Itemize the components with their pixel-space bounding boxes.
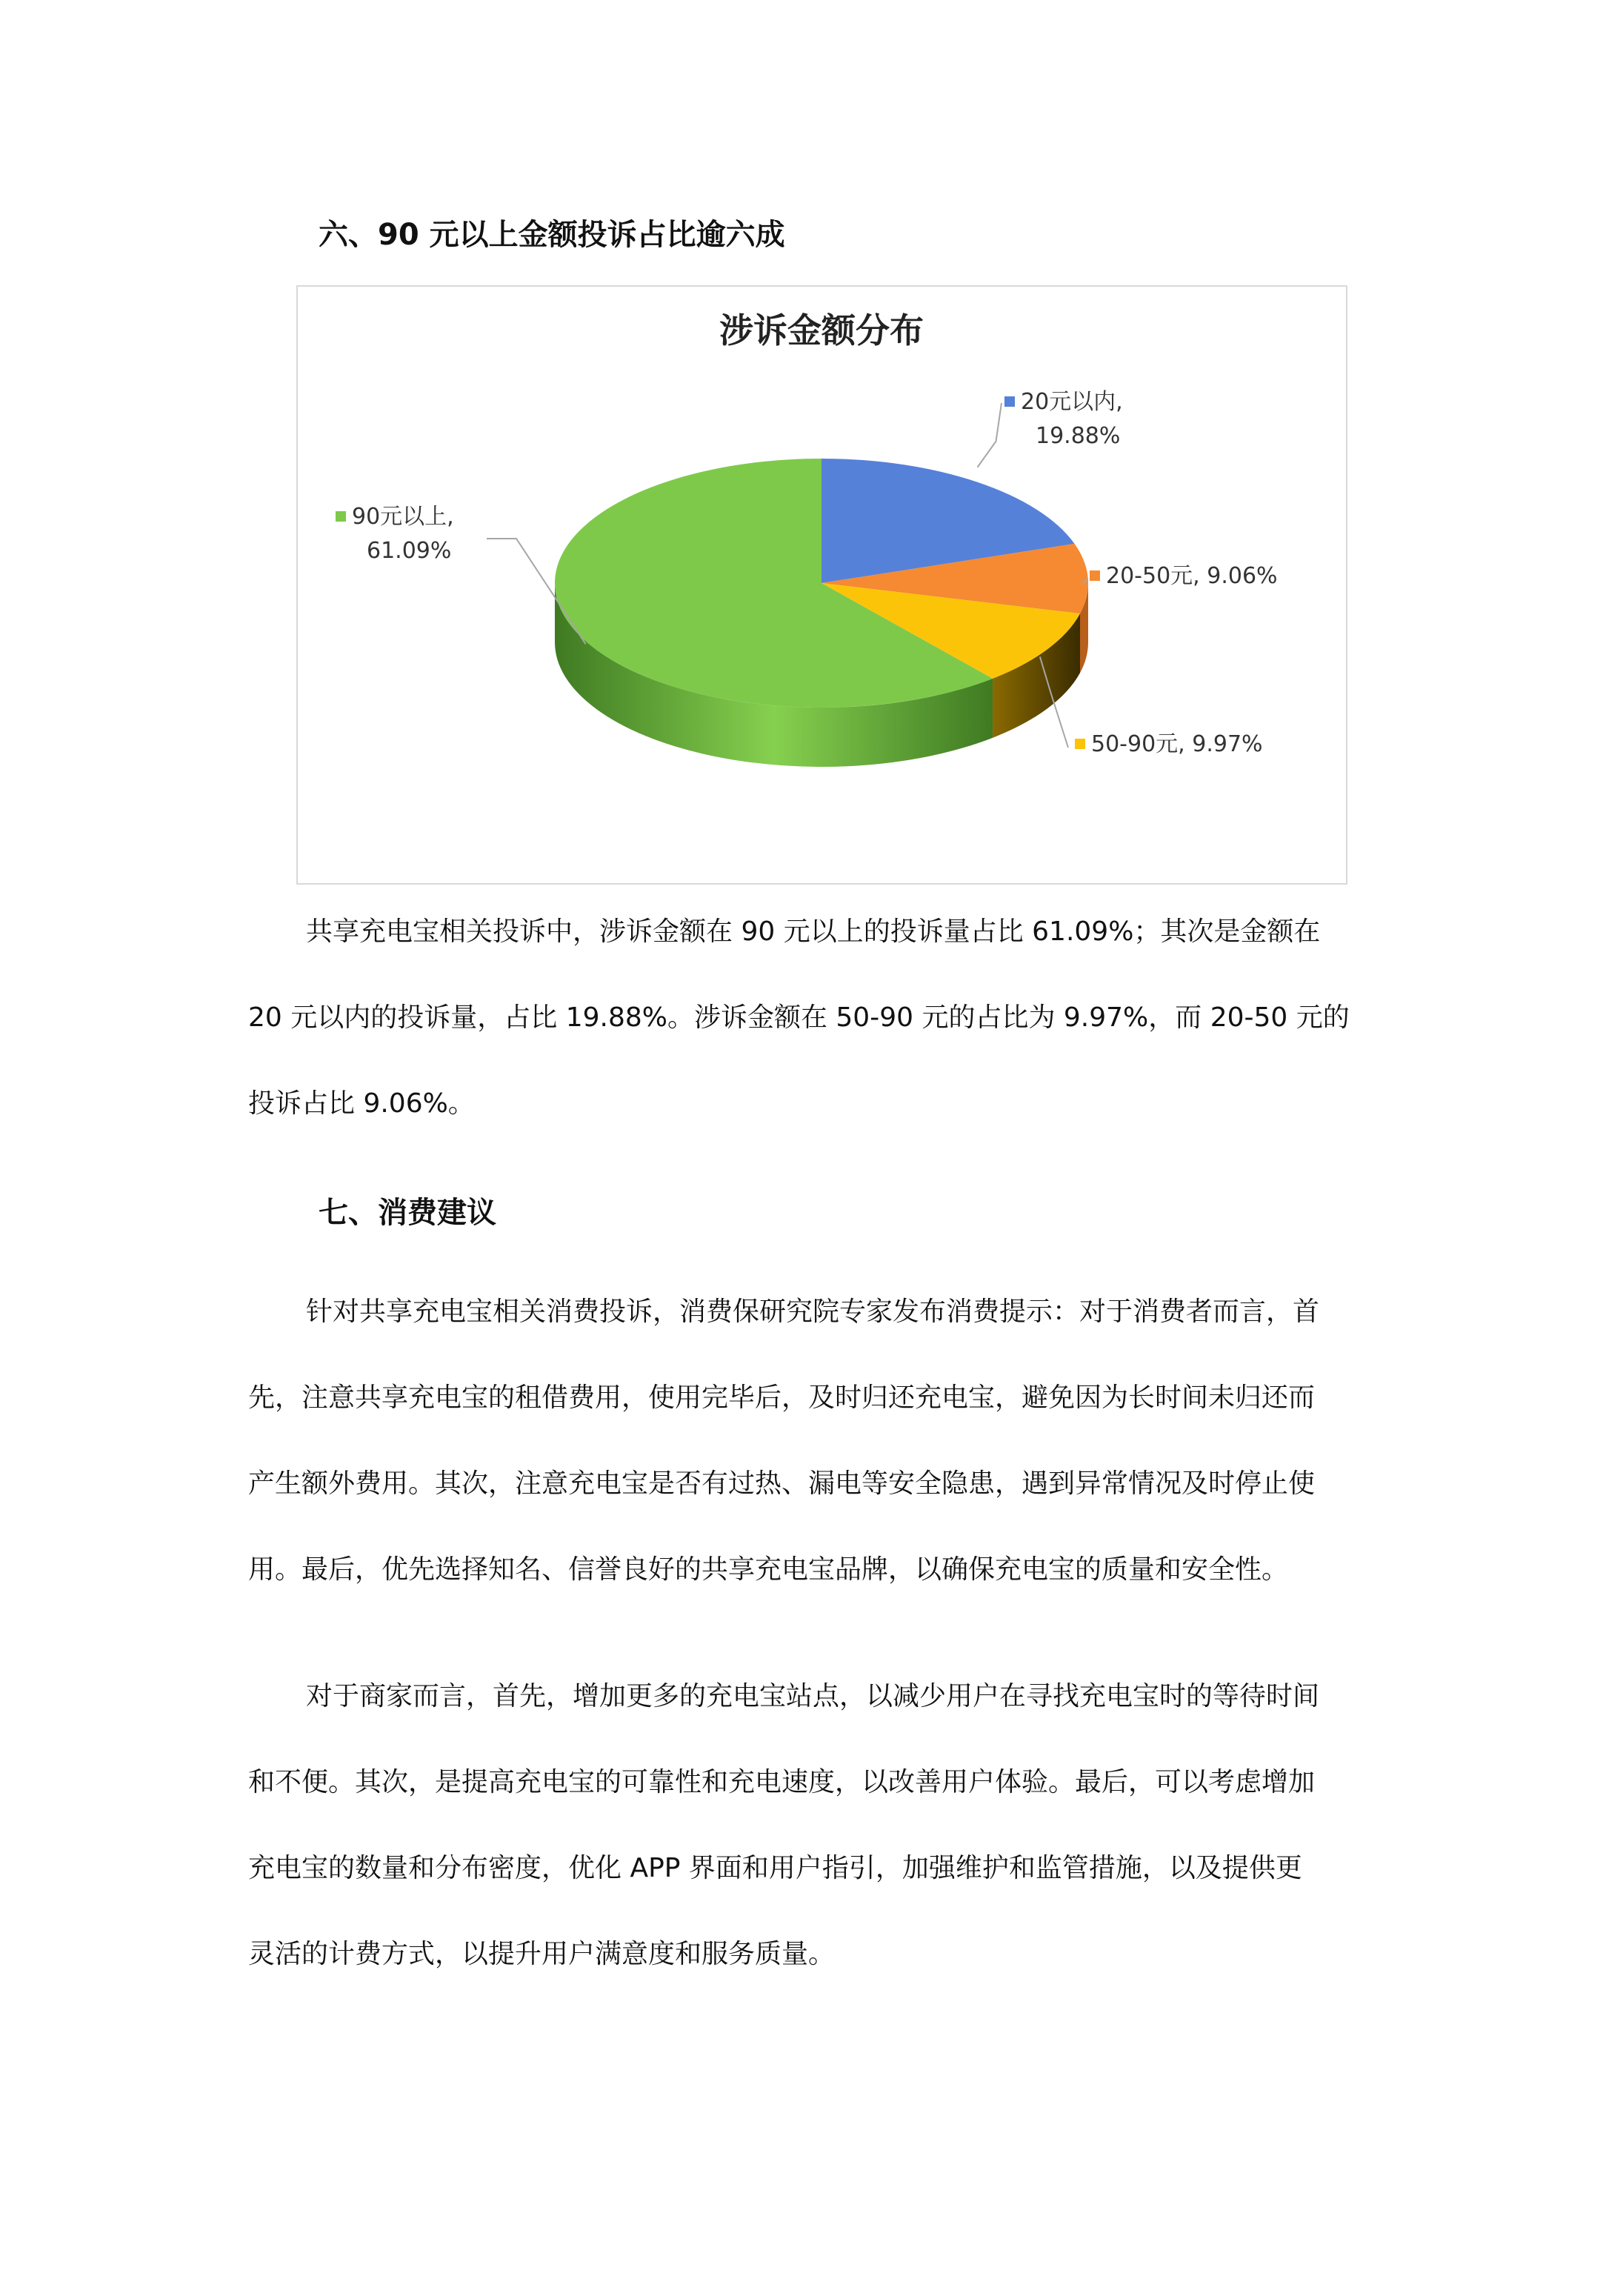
slice-label: 50-90元, 9.97% [1091,731,1263,757]
paragraph-line: 针对共享充电宝相关消费投诉，消费保研究院专家发布消费提示：对于消费者而言，首 [306,1297,1320,1327]
paragraph-line: 对于商家而言，首先，增加更多的充电宝站点，以减少用户在寻找充电宝时的等待时间 [306,1681,1320,1711]
paragraph-line: 充电宝的数量和分布密度，优化 APP 界面和用户指引，加强维护和监管措施，以及提供更 [248,1853,1302,1883]
slice-label: 90元以上, 61.09% [352,504,454,564]
chart-title: 涉诉金额分布 [719,310,924,350]
paragraph-line: 先，注意共享充电宝的租借费用，使用完毕后，及时归还充电宝，避免因为长时间未归还而 [248,1382,1316,1413]
legend-marker [1075,739,1085,749]
legend-marker [1004,396,1015,407]
legend-marker [1090,570,1100,581]
paragraph-line: 用。最后，优先选择知名、信誉良好的共享充电宝品牌，以确保充电宝的质量和安全性。 [248,1554,1289,1585]
slice-label: 20-50元, 9.06% [1106,563,1278,589]
pie-chart [298,287,1346,883]
legend-marker [336,511,346,522]
paragraph-line: 共享充电宝相关投诉中，涉诉金额在 90 元以上的投诉量占比 61.09%；其次是金额在 [306,916,1321,947]
paragraph-line: 投诉占比 9.06%。 [248,1088,475,1119]
slice-label: 20元以内, 19.88% [1021,389,1123,449]
leader-line [978,403,1002,467]
paragraph-consumer-advice [248,1269,1393,1613]
paragraph-line: 产生额外费用。其次，注意充电宝是否有过热、漏电等安全隐患，遇到异常情况及时停止使 [248,1468,1316,1499]
paragraph-line: 和不便。其次，是提高充电宝的可靠性和充电速度，以改善用户体验。最后，可以考虑增加 [248,1767,1316,1797]
section-6-heading: 六、90 元以上金额投诉占比逾六成 [319,218,785,252]
section-7-heading: 七、消费建议 [319,1196,496,1230]
paragraph-merchant-advice [248,1654,1393,1997]
pie-chart-container [296,285,1347,885]
paragraph-complaint-amounts [248,889,1393,1147]
paragraph-line: 灵活的计费方式，以提升用户满意度和服务质量。 [248,1939,836,1969]
paragraph-line: 20 元以内的投诉量，占比 19.88%。涉诉金额在 50-90 元的占比为 9.97%，而 20-50 元的 [248,1002,1350,1033]
